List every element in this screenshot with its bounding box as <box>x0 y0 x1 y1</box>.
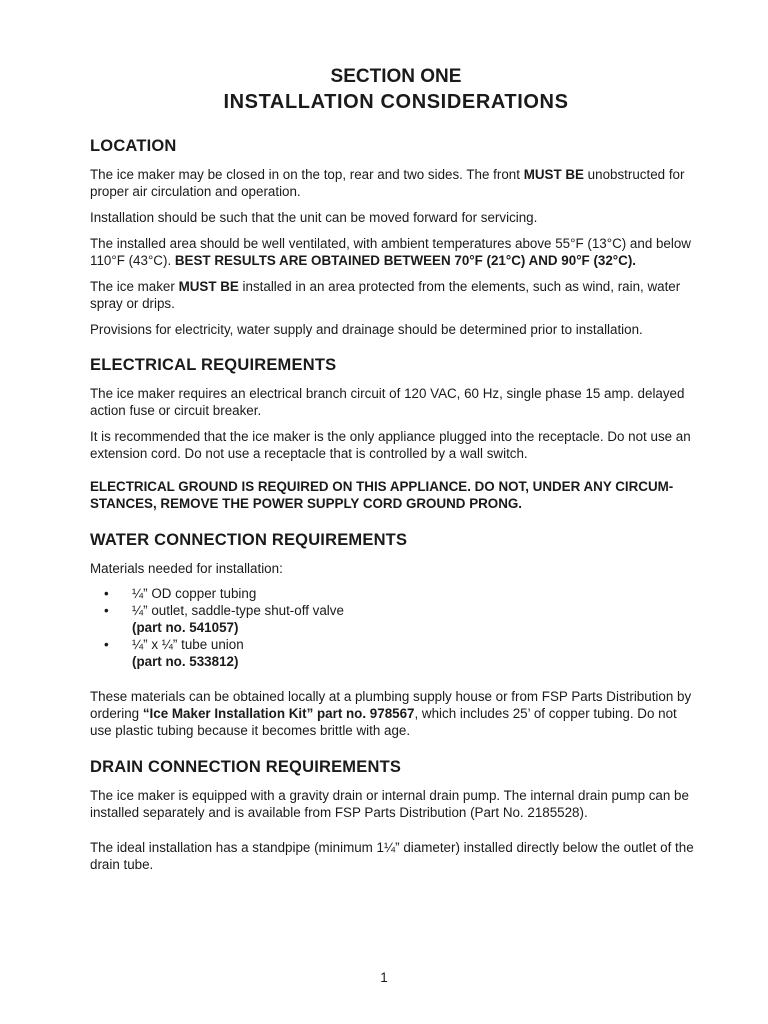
electrical-heading: ELECTRICAL REQUIREMENTS <box>90 356 337 374</box>
location-paragraph-4: The ice maker MUST BE installed in an area protected from the elements, such as wind, rain, water spray or drips. <box>90 279 681 311</box>
material-text: ¼” x ¼” tube union <box>132 637 244 652</box>
material-text: ¼” OD copper tubing <box>132 586 257 601</box>
water-materials-intro: Materials needed for installation: <box>90 561 283 576</box>
drain-heading: DRAIN CONNECTION REQUIREMENTS <box>90 758 402 776</box>
water-paragraph: These materials can be obtained locally at a plumbing supply house or from FSP Parts Distribution by ordering “Ice Maker Installation Kit” part no. 978567, which includes 25’ of copper tubing. Do not use plastic tubing because it becomes brittle with age. <box>90 689 692 738</box>
section-label: SECTION ONE <box>330 66 462 87</box>
list-item <box>90 636 702 670</box>
list-item <box>90 585 702 602</box>
material-text: ¼” outlet, saddle-type shut-off valve <box>132 603 344 618</box>
material-part-number: (part no. 533812) <box>132 654 239 669</box>
page-title: INSTALLATION CONSIDERATIONS <box>223 91 569 113</box>
electrical-ground-warning: ELECTRICAL GROUND IS REQUIRED ON THIS APPLIANCE. DO NOT, UNDER ANY CIRCUM-STANCES, REMOVE THE POWER SUPPLY CORD GROUND PRONG. <box>90 479 674 511</box>
drain-paragraph-2: The ideal installation has a standpipe (minimum 1¼” diameter) installed directly below the outlet of the drain tube. <box>90 840 694 872</box>
materials-list <box>90 585 702 670</box>
page-number: 1 <box>380 970 388 985</box>
bullet: • <box>104 586 109 601</box>
electrical-paragraph-1: The ice maker requires an electrical branch circuit of 120 VAC, 60 Hz, single phase 15 amp. delayed action fuse or circuit breaker. <box>90 386 685 418</box>
location-paragraph-3: The installed area should be well ventilated, with ambient temperatures above 55°F (13°C) and below 110°F (43°C). BEST RESULTS ARE OBTAINED BETWEEN 70°F (21°C) AND 90°F (32°C). <box>90 236 691 268</box>
list-item <box>90 602 702 636</box>
electrical-paragraph-2: It is recommended that the ice maker is the only appliance plugged into the receptacle. Do not use an extension cord. Do not use a receptacle that is controlled by a wall switch. <box>90 429 691 461</box>
drain-paragraph-1: The ice maker is equipped with a gravity drain or internal drain pump. The internal drain pump can be installed separately and is available from FSP Parts Distribution (Part No. 2185528). <box>90 788 689 820</box>
document-page <box>90 66 702 873</box>
location-paragraph-5: Provisions for electricity, water supply and drainage should be determined prior to installation. <box>90 322 643 337</box>
location-heading: LOCATION <box>90 137 177 155</box>
bullet: • <box>104 603 109 618</box>
water-heading: WATER CONNECTION REQUIREMENTS <box>90 531 408 549</box>
material-part-number: (part no. 541057) <box>132 620 239 635</box>
location-paragraph-2: Installation should be such that the unit can be moved forward for servicing. <box>90 210 538 225</box>
bullet: • <box>104 637 109 652</box>
location-paragraph-1: The ice maker may be closed in on the top, rear and two sides. The front MUST BE unobstructed for proper air circulation and operation. <box>90 167 685 199</box>
